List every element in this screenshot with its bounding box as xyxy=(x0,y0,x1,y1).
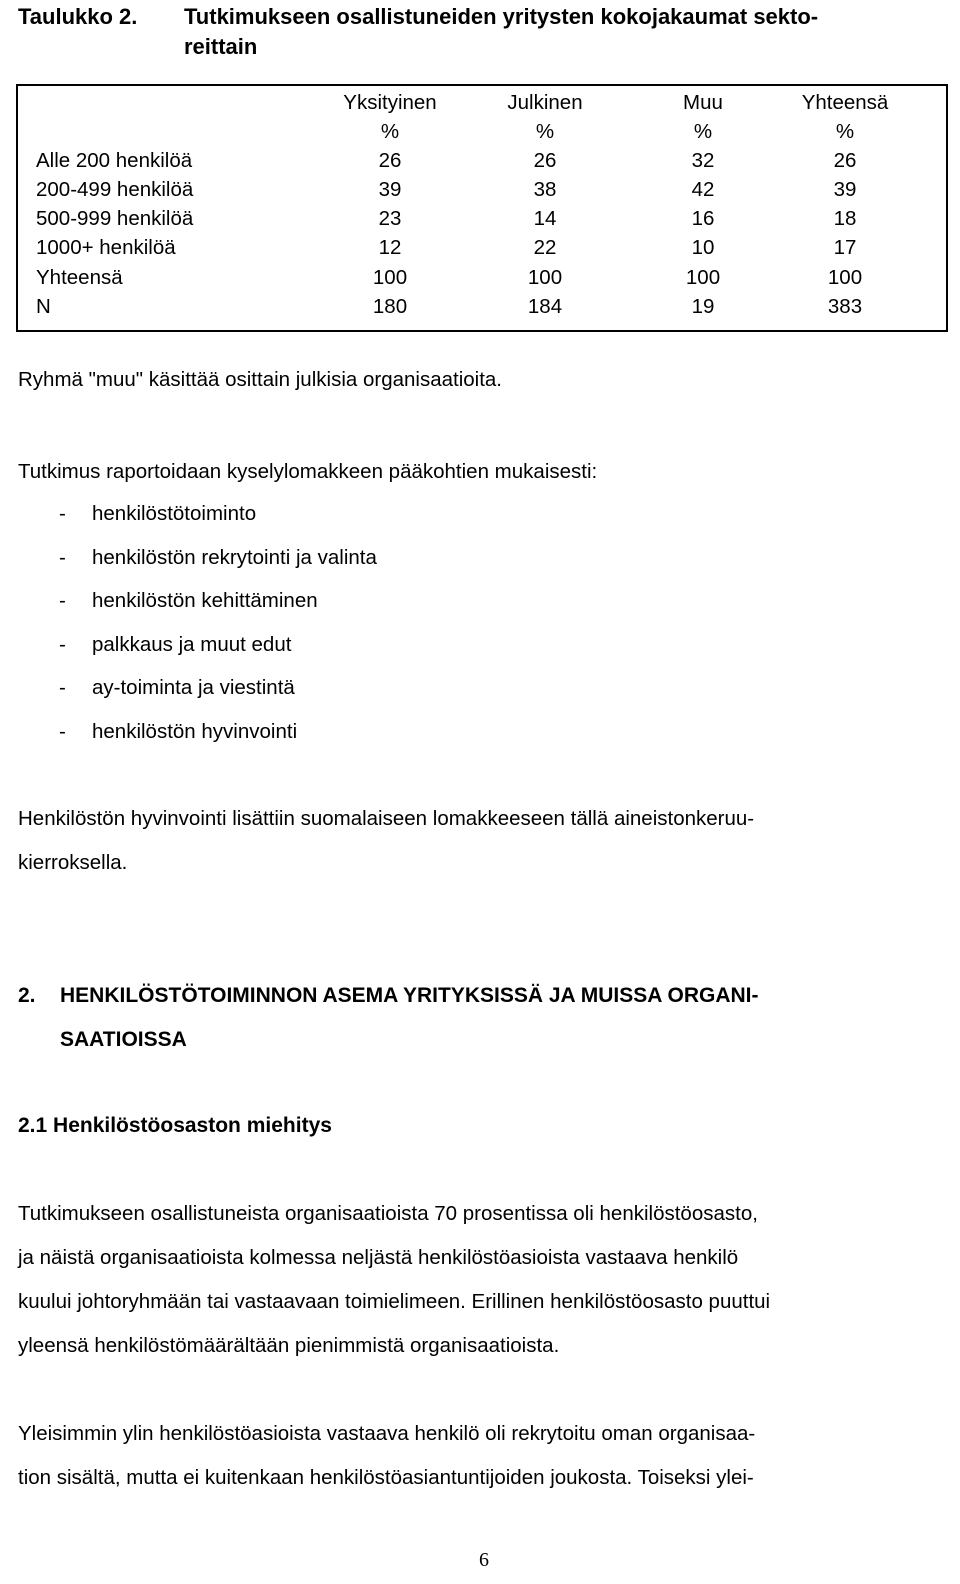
table-cell: 184 xyxy=(527,295,563,318)
table-cell: 10 xyxy=(691,236,715,259)
paragraph-line: kuului johtoryhmään tai vastaavaan toimielimeen. Erillinen henkilöstöosasto puuttui xyxy=(18,1290,771,1313)
list-item xyxy=(18,631,291,659)
table-cell: 18 xyxy=(833,207,857,230)
table-cell: 23 xyxy=(378,207,402,230)
table-title-line: Tutkimukseen osallistuneiden yritysten kokojakaumat sekto- xyxy=(184,4,819,29)
table-row-label: 1000+ henkilöä xyxy=(36,236,176,259)
table-cell: 100 xyxy=(372,266,408,289)
table-cell: 26 xyxy=(378,149,402,172)
paragraph-line: Tutkimukseen osallistuneista organisaatioista 70 prosentissa oli henkilöstöosasto, xyxy=(18,1202,758,1225)
table-cell: 19 xyxy=(691,295,715,318)
table-cell: 100 xyxy=(527,266,563,289)
table-cell: 26 xyxy=(833,149,857,172)
table-title-line: reittain xyxy=(184,34,258,59)
list-item xyxy=(18,718,297,746)
list-marker: - xyxy=(59,589,66,612)
paragraph-line: Yleisimmin ylin henkilöstöasioista vastaava henkilö oli rekrytoitu oman organisaa- xyxy=(18,1422,756,1445)
table-cell: 22 xyxy=(533,236,557,259)
list-item-text: ay-toiminta ja viestintä xyxy=(92,676,295,699)
paragraph-recruitment xyxy=(18,1412,948,1500)
table-cell: 383 xyxy=(827,295,863,318)
table-cell: 32 xyxy=(691,149,715,172)
list-item xyxy=(18,587,318,615)
table-cell: 180 xyxy=(372,295,408,318)
paragraph-line: kierroksella. xyxy=(18,851,128,874)
list-item xyxy=(18,500,256,528)
column-header: Muu xyxy=(683,91,723,114)
table-cell: 26 xyxy=(533,149,557,172)
table-note: Ryhmä "muu" käsittää osittain julkisia organisaatioita. xyxy=(18,368,503,391)
table-row-label: 200-499 henkilöä xyxy=(36,178,194,201)
section-number: 2. xyxy=(18,984,36,1007)
table-row-label: 500-999 henkilöä xyxy=(36,207,194,230)
column-unit: % xyxy=(693,120,713,143)
table-cell: 100 xyxy=(685,266,721,289)
table-cell: 16 xyxy=(691,207,715,230)
list-item-text: henkilöstön rekrytointi ja valinta xyxy=(92,546,377,569)
table-cell: 42 xyxy=(691,178,715,201)
table-title xyxy=(184,2,884,62)
list-marker: - xyxy=(59,720,66,743)
list-item-text: henkilöstön hyvinvointi xyxy=(92,720,298,743)
table-row-label: Alle 200 henkilöä xyxy=(36,149,193,172)
table-row-label: N xyxy=(36,295,51,318)
list-marker: - xyxy=(59,676,66,699)
paragraph-line: tion sisältä, mutta ei kuitenkaan henkilöstöasiantuntijoiden joukosta. Toiseksi ylei- xyxy=(18,1466,754,1489)
list-item-text: henkilöstötoiminto xyxy=(92,502,257,525)
page-number: 6 xyxy=(479,1549,489,1571)
paragraph-line: Henkilöstön hyvinvointi lisättiin suomalaiseen lomakkeeseen tällä aineistonkeruu- xyxy=(18,807,755,830)
list-item xyxy=(18,674,295,702)
paragraph-staffing xyxy=(18,1192,948,1368)
section-title-line: HENKILÖSTÖTOIMINNON ASEMA YRITYKSISSÄ JA MUISSA ORGANI- xyxy=(60,984,759,1007)
table-cell: 14 xyxy=(533,207,557,230)
list-intro: Tutkimus raportoidaan kyselylomakkeen pääkohtien mukaisesti: xyxy=(18,460,598,483)
table-row-label: Yhteensä xyxy=(36,266,123,289)
column-header: Yhteensä xyxy=(801,91,889,114)
table-cell: 100 xyxy=(827,266,863,289)
paragraph-line: ja näistä organisaatioista kolmessa neljästä henkilöstöasioista vastaava henkilö xyxy=(18,1246,739,1269)
column-unit: % xyxy=(835,120,855,143)
column-header: Yksityinen xyxy=(343,91,437,114)
list-marker: - xyxy=(59,546,66,569)
section-title xyxy=(60,974,950,1062)
list-marker: - xyxy=(59,633,66,656)
table-cell: 38 xyxy=(533,178,557,201)
paragraph-wellbeing xyxy=(18,797,948,885)
list-item-text: henkilöstön kehittäminen xyxy=(92,589,318,612)
section-title-line: SAATIOISSA xyxy=(60,1028,187,1051)
paragraph-line: yleensä henkilöstömäärältään pienimmistä organisaatioista. xyxy=(18,1334,560,1357)
column-unit: % xyxy=(380,120,400,143)
table-cell: 39 xyxy=(378,178,402,201)
column-header: Julkinen xyxy=(507,91,583,114)
table-cell: 17 xyxy=(833,236,857,259)
subsection-title: 2.1 Henkilöstöosaston miehitys xyxy=(18,1114,332,1137)
list-marker: - xyxy=(59,502,66,525)
table-cell: 12 xyxy=(378,236,402,259)
data-table xyxy=(16,84,948,332)
table-cell: 39 xyxy=(833,178,857,201)
list-item xyxy=(18,544,377,572)
list-item-text: palkkaus ja muut edut xyxy=(92,633,292,656)
table-label: Taulukko 2. xyxy=(18,4,138,29)
column-unit: % xyxy=(535,120,555,143)
